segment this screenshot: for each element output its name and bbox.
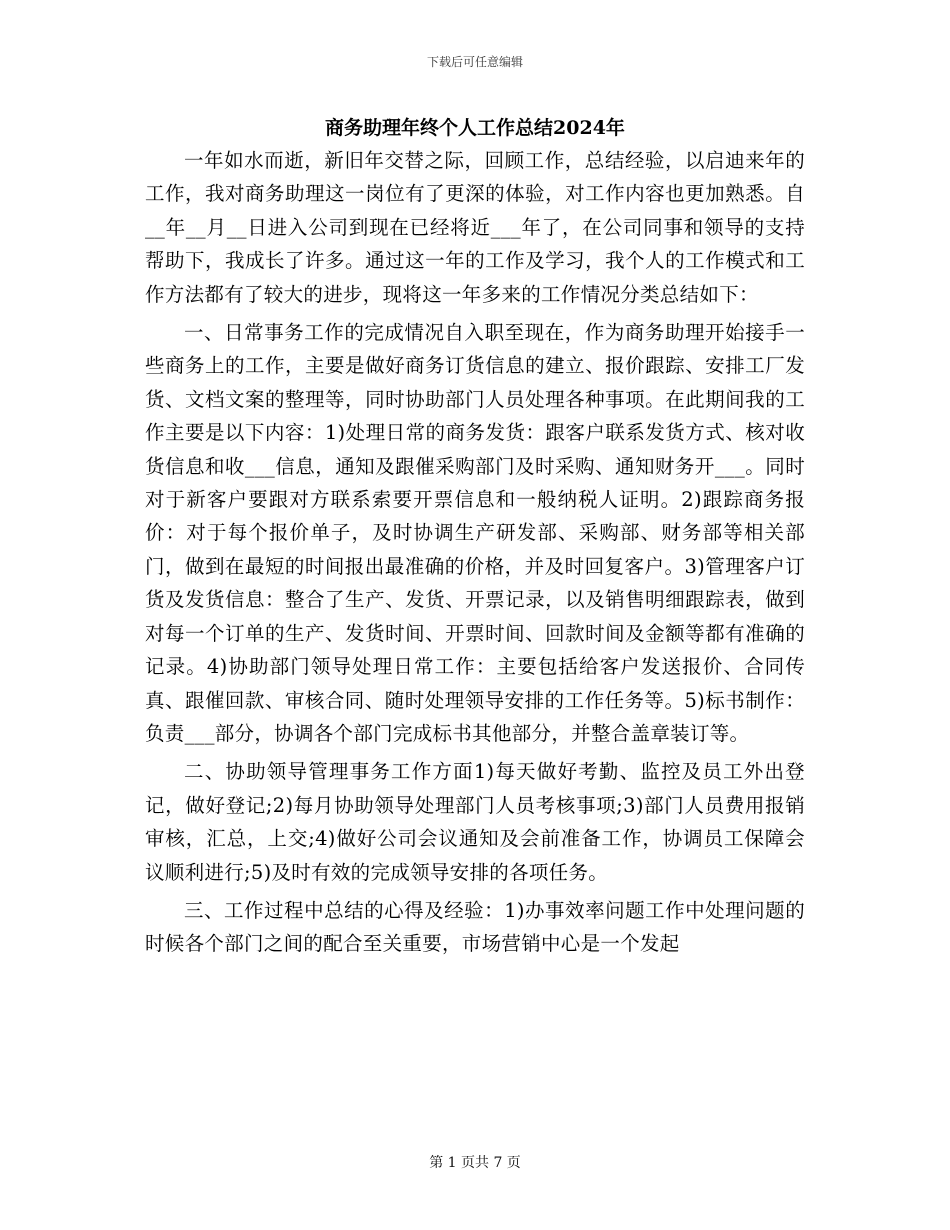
paragraph-daily-affairs: 一、日常事务工作的完成情况自入职至现在，作为商务助理开始接手一些商务上的工作，主要是做好商务订货信息的建立、报价跟踪、安排工厂发货、文档文案的整理等，同时协助部门人员处理各种事项。在此期间我的工作主要是以下内容：1)处理日常的商务发货：跟客户联系发货方式、核对收货信息和收___信息，通知及跟催采购部门及时采购、通知财务开___。同时对于新客户要跟对方联系索要开票信息和一般纳税人证明。2)跟踪商务报价：对于每个报价单子，及时协调生产研发部、采购部、财务部等相关部门，做到在最短的时间报出最准确的价格，并及时回复客户。3)管理客户订货及发货信息：整合了生产、发货、开票记录，以及销售明细跟踪表，做到对每一个订单的生产、发货时间、开票时间、回款时间及金额等都有准确的记录。4)协助部门领导处理日常工作：主要包括给客户发送报价、合同传真、跟催回款、审核合同、随时处理领导安排的工作任务等。5)标书制作：负责___部分，协调各个部门完成标书其他部分，并整合盖章装订等。 bbox=[145, 321, 805, 745]
document-title: 商务助理年终个人工作总结2024年 bbox=[325, 117, 625, 139]
paragraph-intro: 一年如水而逝，新旧年交替之际，回顾工作，总结经验，以启迪来年的工作，我对商务助理这一岗位有了更深的体验，对工作内容也更加熟悉。自__年__月__日进入公司到现在已经将近___年了，在公司同事和领导的支持帮助下，我成长了许多。通过这一年的工作及学习，我个人的工作模式和工作方法都有了较大的进步，现将这一年多来的工作情况分类总结如下： bbox=[145, 149, 805, 306]
paragraph-assist-management: 二、协助领导管理事务工作方面1)每天做好考勤、监控及员工外出登记，做好登记;2)每月协助领导处理部门人员考核事项;3)部门人员费用报销审核，汇总，上交;4)做好公司会议通知及会前准备工作，协调员工保障会议顺利进行;5)及时有效的完成领导安排的各项任务。 bbox=[145, 760, 805, 884]
download-note: 下载后可任意编辑 bbox=[426, 55, 523, 69]
page-number: 第 1 页共 7 页 bbox=[429, 1155, 521, 1171]
document-body bbox=[145, 144, 805, 966]
paragraph-experience: 三、工作过程中总结的心得及经验：1)办事效率问题工作中处理问题的时候各个部门之间的配合至关重要，市场营销中心是一个发起 bbox=[145, 898, 805, 956]
